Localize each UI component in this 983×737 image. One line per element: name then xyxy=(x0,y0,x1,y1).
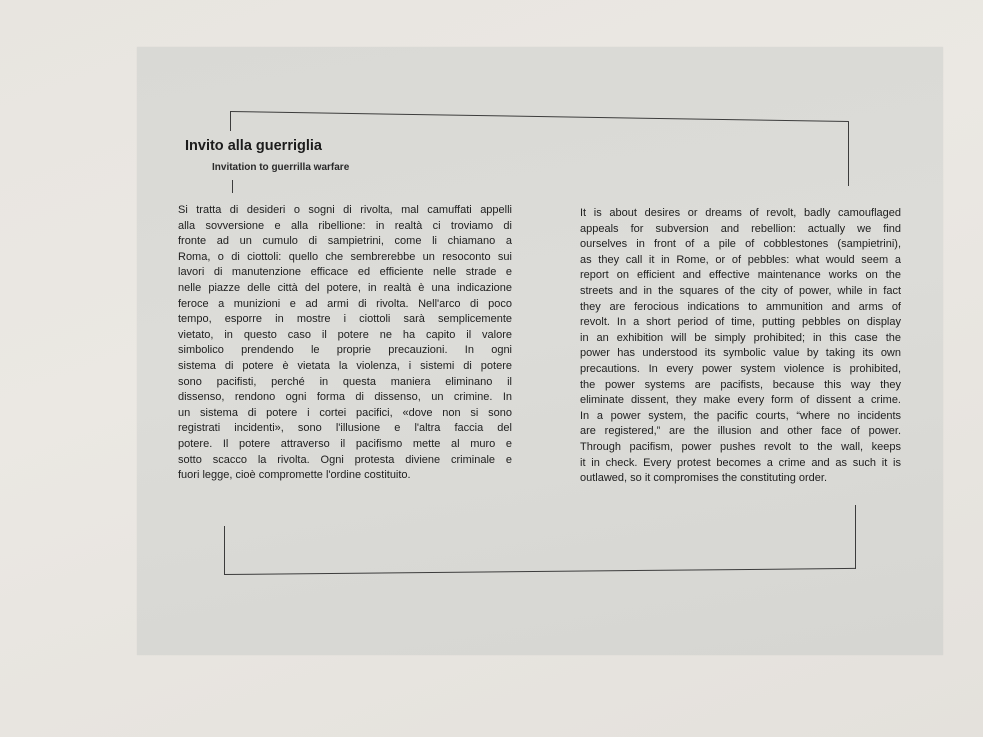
english-text-line: eliminate dissent, they make every form of dissent a crime. xyxy=(580,394,901,407)
italian-text-line: potere. Il potere attraverso il pacifismo mette al muro e xyxy=(178,437,512,450)
english-text-column xyxy=(580,206,901,487)
italian-text-line: tempo, esporre in mostre i ciottoli sarà semplicemente xyxy=(178,313,512,326)
label-title: Invito alla guerriglia xyxy=(185,138,322,154)
italian-text-line: lavori di manutenzione efficace ed efficiente nelle strade e xyxy=(178,266,512,279)
english-text-line: in an exhibition will be simply prohibited; in this case the xyxy=(580,331,901,344)
english-text-line: the power systems are pacifists, because this way they xyxy=(580,378,901,391)
label-subtitle: Invitation to guerrilla warfare xyxy=(212,162,350,173)
italian-text-line: registrati incidenti», sono l'illusione e l'altra faccia del xyxy=(178,422,512,435)
italian-text-line: dissenso, rendono ogni forma di dissenso, un crimine. In xyxy=(178,391,512,404)
italian-text-line: simbolico prendendo le proprie precauzioni. In ogni xyxy=(178,344,512,357)
italian-text-line: sotto scacco la rivolta. Ogni protesta diviene criminale e xyxy=(178,453,512,466)
frame-top-left-tick xyxy=(230,112,231,131)
frame-top-right-tick xyxy=(848,122,849,186)
english-text-line: revolt. In a short period of time, putting pebbles on display xyxy=(580,316,901,329)
english-text-line: It is about desires or dreams of revolt, badly camouflaged xyxy=(580,207,901,219)
english-text-line: precautions. In every power system violence is prohibited, xyxy=(580,362,901,375)
english-text-line: as they call it in Rome, or of pebbles: what would seem a xyxy=(580,253,901,266)
italian-text-line: alla sovversione e alla ribellione: in realtà ci troviamo di xyxy=(178,219,512,232)
italian-text-line: nelle piazze delle città del potere, in realtà è una indicazione xyxy=(178,281,512,294)
frame-bottom-right-tick xyxy=(855,505,856,569)
english-text-line: In a power system, the pacific courts, “where no incidents xyxy=(580,409,901,422)
english-text-line: it in check. Every protest becomes a crime and as such it is xyxy=(580,456,901,469)
italian-text-line: feroce a munizioni e ad armi di rivolta. Nell'arco di poco xyxy=(178,297,512,310)
italian-text-line: fronte ad un cumulo di sampietrini, come li chiamano a xyxy=(178,235,512,248)
italian-text-column xyxy=(178,203,512,484)
italian-text-line: fuori legge, cioè compromette l'ordine costituito. xyxy=(178,469,411,482)
english-text-line: report on efficient and effective maintenance works on the xyxy=(580,269,901,282)
italian-text-line: sono pacifisti, perché in questa maniera eliminano il xyxy=(178,375,512,388)
italian-text-line: vietato, in questo caso il potere ne ha capito il valore xyxy=(178,328,512,341)
italian-text-line: Roma, o di ciottoli: quello che sembrerebbe un resoconto sui xyxy=(178,250,512,263)
english-text-line: are registered,” are the illusion and other face of power. xyxy=(580,425,901,438)
english-text-line: outlawed, so it compromises the constituting order. xyxy=(580,472,828,485)
english-text-line: power has understood its symbolic value by taking its own xyxy=(580,347,901,360)
italian-text-line: un sistema di potere i cortei pacifici, «dove non si sono xyxy=(178,406,512,419)
english-text-line: they are ferocious indications to ammunition and arms of xyxy=(580,300,901,313)
italian-text-line: Si tratta di desideri o sogni di rivolta, mal camuffati appelli xyxy=(178,204,512,216)
title-tick xyxy=(232,180,233,193)
english-text-line: Through pacifism, power pushes revolt to the wall, keeps xyxy=(580,440,901,453)
italian-text-line: sistema di potere è vietata la violenza, i sistemi di potere xyxy=(178,359,512,372)
english-text-line: ourselves in front of a pile of cobblestones (sampietrini), xyxy=(580,238,901,251)
frame-bottom-left-tick xyxy=(224,526,225,575)
english-text-line: streets and in the squares of the city of power, while in fact xyxy=(580,284,901,297)
english-text-line: appeals for subversion and rebellion: actually we find xyxy=(580,222,901,235)
